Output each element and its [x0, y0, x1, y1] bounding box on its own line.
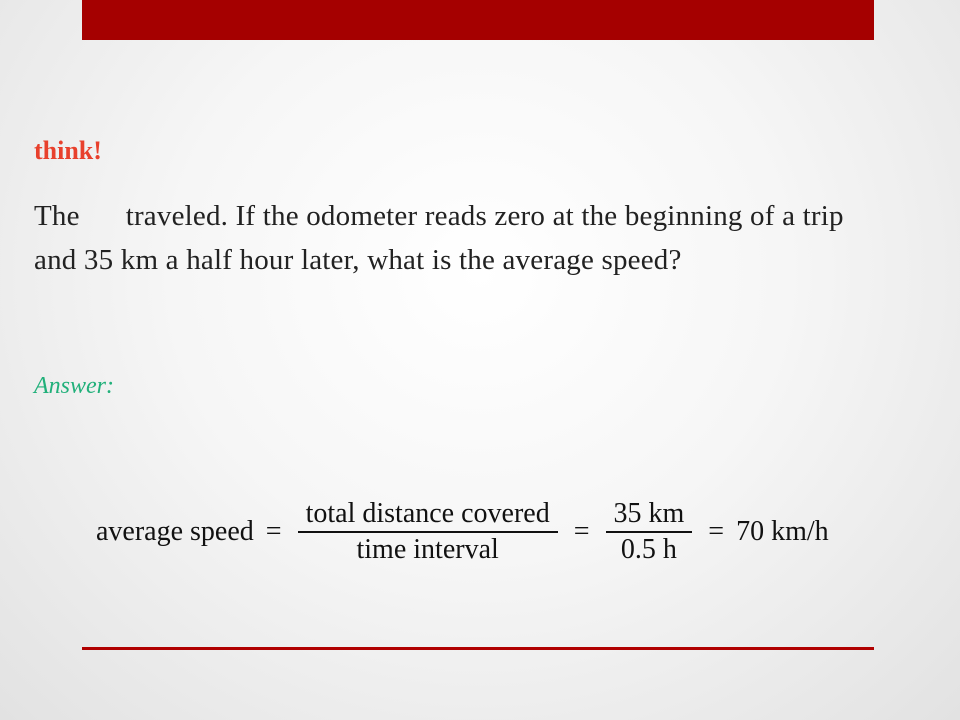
equals-sign-1: =: [265, 516, 282, 547]
question-start: The: [34, 200, 80, 232]
question-text: [34, 194, 884, 282]
top-accent-bar: [82, 0, 874, 40]
fraction-2-numerator: 35 km: [613, 498, 685, 529]
fraction-1-numerator: total distance covered: [305, 498, 550, 529]
question-rest: traveled. If the odometer reads zero at the beginning of a trip and 35 km a half hour later, what is the average speed?: [34, 200, 844, 276]
slide-heading: think!: [34, 136, 102, 165]
equation-result: 70 km/h: [736, 516, 829, 547]
fraction-values: [606, 499, 693, 565]
fraction-1-denominator: time interval: [356, 534, 499, 565]
equals-sign-2: =: [573, 516, 590, 547]
speed-equation: [96, 498, 829, 566]
answer-label: Answer:: [34, 373, 114, 399]
bottom-accent-rule: [82, 647, 874, 650]
fraction-distance-over-time: [298, 499, 558, 565]
fraction-2-denominator: 0.5 h: [620, 534, 677, 565]
equals-sign-3: =: [708, 516, 725, 547]
equation-lhs: average speed: [96, 516, 254, 547]
